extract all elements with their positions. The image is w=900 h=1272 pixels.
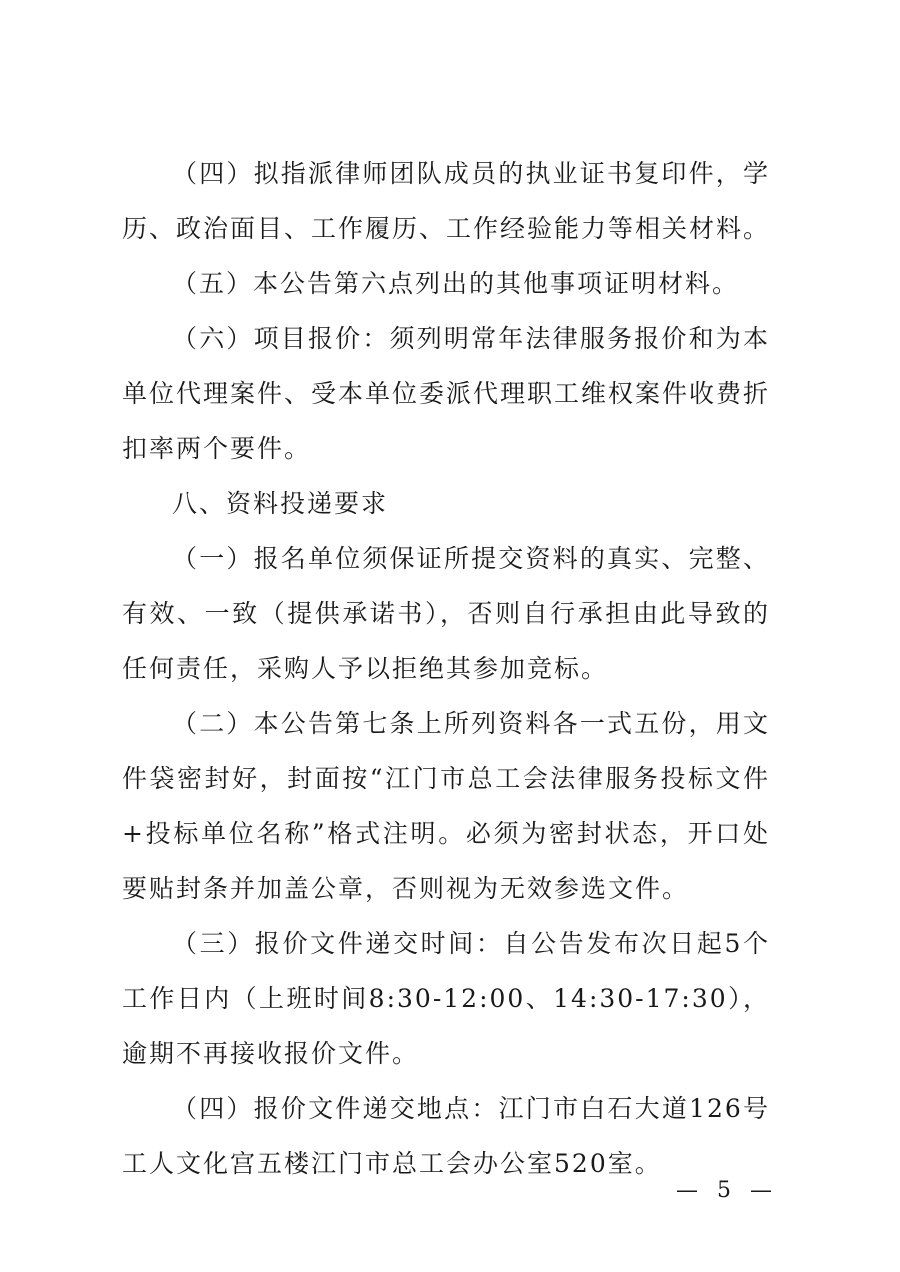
page-number: — 5 — [676, 1178, 778, 1203]
paragraph-3-submission-time: （三）报价文件递交时间：自公告发布次日起5个工作日内（上班时间8:30-12:00、14:30-17:30），逾期不再接收报价文件。 [122, 929, 770, 1068]
paragraph-4-submission-address: （四）报价文件递交地点：江门市白石大道126号工人文化宫五楼江门市总工会办公室520室。 [122, 1094, 770, 1178]
paragraph-5-other-proof: （五）本公告第六点列出的其他事项证明材料。 [172, 269, 740, 298]
paragraph-1-authenticity: （一）报名单位须保证所提交资料的真实、完整、有效、一致（提供承诺书），否则自行承担由此导致的任何责任，采购人予以拒绝其参加竞标。 [122, 544, 770, 683]
document-body [122, 146, 770, 1191]
paragraph-6-quotation: （六）项目报价：须列明常年法律服务报价和为本单位代理案件、受本单位委派代理职工维权案件收费折扣率两个要件。 [122, 324, 771, 463]
paragraph-4-materials: （四）拟指派律师团队成员的执业证书复印件，学历、政治面目、工作履历、工作经验能力等相关材料。 [122, 159, 771, 243]
paragraph-2-sealing: （二）本公告第七条上所列资料各一式五份，用文件袋密封好，封面按“江门市总工会法律服务投标文件+投标单位名称”格式注明。必须为密封状态，开口处要贴封条并加盖公章，否则视为无效参选文件。 [122, 709, 770, 903]
section-heading-8: 八、资料投递要求 [172, 489, 389, 518]
